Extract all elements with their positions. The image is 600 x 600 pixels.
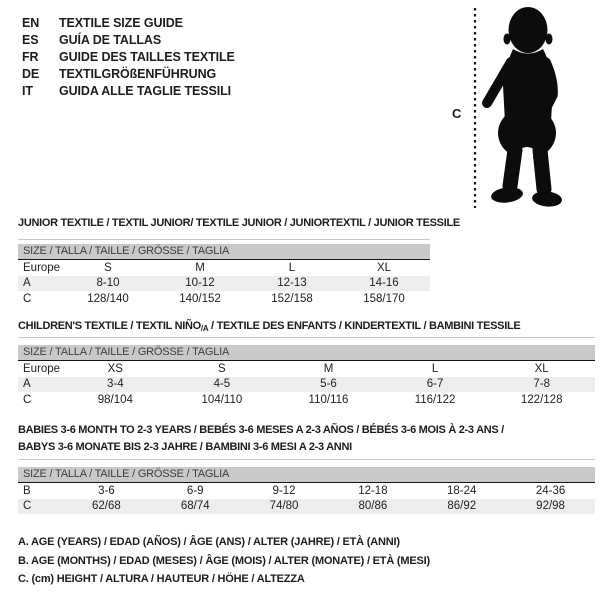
- note-line-c: C. (cm) HEIGHT / ALTURA / HAUTEUR / HÖHE / ALTEZZA: [18, 573, 305, 585]
- babies-table: [18, 483, 595, 514]
- row-label-cell: C: [23, 393, 32, 406]
- table-row-months: [18, 483, 595, 499]
- size-cell: M: [195, 261, 205, 274]
- height-label-c: C: [452, 106, 462, 121]
- language-label: GUÍA DE TALLAS: [59, 32, 162, 47]
- size-cell: XS: [107, 362, 123, 375]
- height-cell: 158/170: [363, 292, 405, 305]
- language-code: DE: [22, 66, 40, 81]
- size-cell: S: [218, 362, 226, 375]
- height-cell: 110/116: [308, 393, 349, 406]
- size-header-bar: SIZE / TALLA / TAILLE / GRÖSSE / TAGLIA: [18, 244, 430, 260]
- note-line-b: B. AGE (MONTHS) / EDAD (MESES) / ÂGE (MOIS) / ALTER (MONATE) / ETÀ (MESI): [18, 554, 430, 567]
- note-line-a: A. AGE (YEARS) / EDAD (AÑOS) / ÂGE (ANS) / ALTER (JAHRE) / ETÀ (ANNI): [18, 536, 400, 548]
- section-title-junior: JUNIOR TEXTILE / TEXTIL JUNIOR/ TEXTILE JUNIOR / JUNIORTEXTIL / JUNIOR TESSILE: [18, 217, 460, 229]
- table-row-europe: [18, 260, 430, 276]
- row-label-cell: B: [23, 484, 31, 497]
- months-cell: 24-36: [535, 484, 566, 497]
- language-row-fr: [22, 48, 235, 65]
- age-cell: 12-13: [246, 276, 338, 292]
- height-cell: 80/86: [328, 499, 417, 515]
- size-table-babies: [18, 459, 595, 514]
- months-cell: 3-6: [98, 484, 115, 497]
- months-cell: 12-18: [358, 484, 388, 497]
- height-cell: 98/104: [97, 393, 133, 406]
- age-cell: 3-4: [62, 377, 169, 393]
- size-header-bar: SIZE / TALLA / TAILLE / GRÖSSE / TAGLIA: [18, 345, 595, 361]
- title-line-2: BABYS 3-6 MONATE BIS 2-3 JAHRE / BAMBINI 3-6 MESI A 2-3 ANNI: [18, 441, 352, 453]
- height-cell: 104/110: [201, 393, 243, 406]
- table-row-height: [18, 291, 430, 307]
- language-row-es: [22, 31, 235, 48]
- table-row-europe: [18, 361, 595, 377]
- height-cell: 74/80: [240, 499, 329, 515]
- language-label: TEXTILE SIZE GUIDE: [59, 15, 183, 30]
- age-cell: 4-5: [169, 377, 276, 393]
- title-line-1: BABIES 3-6 MONTH TO 2-3 YEARS / BEBÉS 3-6 MESES A 2-3 AÑOS / BÉBÉS 3-6 MOIS À 2-3 ANS /: [18, 424, 504, 436]
- language-list: [22, 14, 235, 99]
- language-label: GUIDA ALLE TAGLIE TESSILI: [59, 83, 232, 98]
- age-cell: 5-6: [275, 377, 382, 393]
- language-row-it: [22, 82, 235, 99]
- title-subscript: /A: [200, 324, 209, 333]
- height-cell: 86/92: [417, 499, 506, 515]
- childrens-table: [18, 361, 595, 408]
- language-code: EN: [22, 15, 40, 30]
- months-cell: 18-24: [447, 484, 477, 497]
- size-table-childrens: [18, 337, 595, 408]
- table-row-height: [18, 392, 595, 408]
- months-cell: 9-12: [272, 484, 296, 497]
- height-cell: 152/158: [271, 292, 313, 305]
- language-code: FR: [22, 49, 39, 64]
- height-cell: 68/74: [151, 499, 240, 515]
- language-code: IT: [22, 83, 33, 98]
- row-label-cell: A: [18, 276, 62, 292]
- height-cell: 128/140: [87, 292, 129, 305]
- title-text: / TEXTILE DES ENFANTS / KINDERTEXTIL / BAMBINI TESSILE: [208, 320, 521, 332]
- language-code: ES: [22, 32, 39, 47]
- age-cell: 6-7: [382, 377, 489, 393]
- language-row-de: [22, 65, 235, 82]
- section-title-babies: [18, 422, 504, 456]
- size-cell: S: [104, 261, 112, 274]
- height-cell: 122/128: [520, 393, 563, 406]
- height-cell: 62/68: [62, 499, 151, 515]
- title-text: CHILDREN'S TEXTILE / TEXTIL NIÑO: [18, 320, 201, 332]
- age-cell: 8-10: [62, 276, 154, 292]
- baby-silhouette-icon: [466, 2, 584, 214]
- size-cell: M: [323, 362, 334, 375]
- section-title-childrens: [18, 320, 520, 333]
- months-cell: 6-9: [186, 484, 204, 497]
- language-label: GUIDE DES TAILLES TEXTILE: [59, 49, 235, 64]
- language-row-en: [22, 14, 235, 31]
- junior-table: [18, 260, 430, 307]
- table-row-height: [18, 499, 595, 515]
- height-cell: 92/98: [506, 499, 595, 515]
- size-cell: XL: [376, 261, 392, 274]
- legend-notes: [18, 533, 430, 589]
- height-cell: 116/122: [414, 393, 456, 406]
- age-cell: 14-16: [338, 276, 430, 292]
- row-label-cell: Europe: [23, 261, 61, 274]
- age-cell: 10-12: [154, 276, 246, 292]
- row-label-cell: C: [23, 292, 32, 305]
- table-row-age: [18, 276, 430, 292]
- row-label-cell: C: [18, 499, 62, 515]
- height-cell: 140/152: [179, 292, 221, 305]
- size-table-junior: [18, 239, 430, 307]
- language-label: TEXTILGRÖßENFÜHRUNG: [59, 66, 217, 81]
- size-header-bar: SIZE / TALLA / TAILLE / GRÖSSE / TAGLIA: [18, 467, 595, 483]
- age-cell: 7-8: [488, 377, 595, 393]
- table-row-age: [18, 377, 595, 393]
- row-label-cell: A: [18, 377, 62, 393]
- size-cell: L: [431, 362, 439, 375]
- row-label-cell: Europe: [23, 362, 61, 375]
- size-cell: XL: [534, 362, 549, 375]
- size-cell: L: [288, 261, 296, 274]
